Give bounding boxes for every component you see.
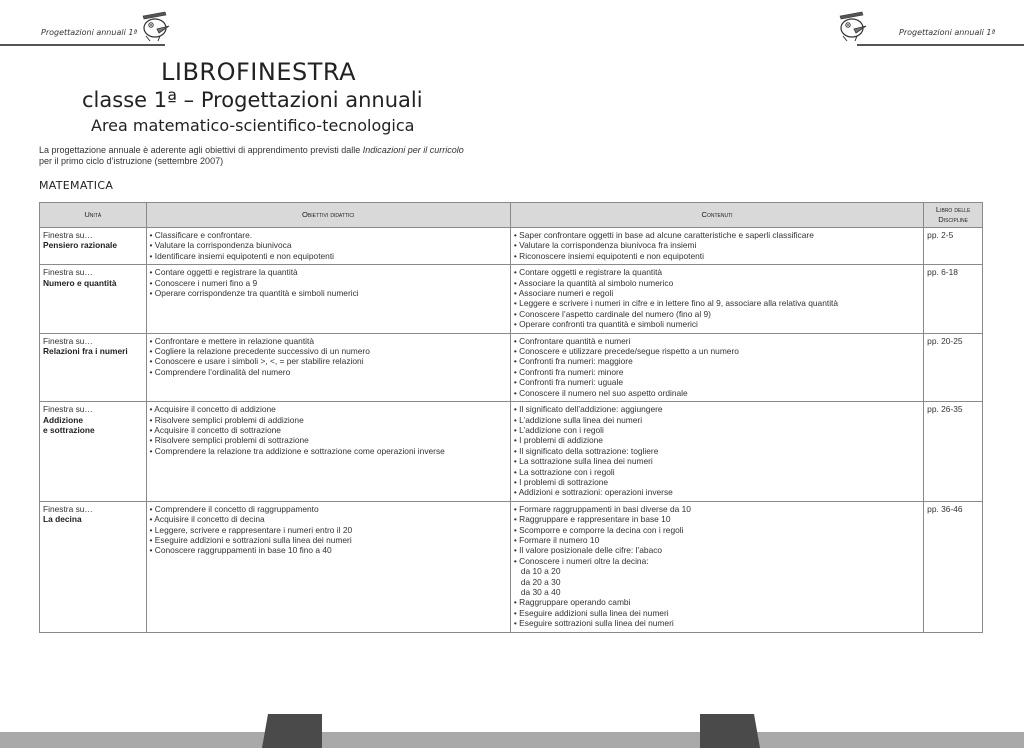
objectives-list <box>150 404 507 456</box>
objective-item: • Acquisire il concetto di decina <box>149 514 265 525</box>
intro-text-before: La progettazione annuale è aderente agli obiettivi di apprendimento previsti dalle <box>39 145 363 155</box>
content-item: • Conoscere il numero nel suo aspetto ordinale <box>513 387 688 398</box>
content-item: da 20 a 30 <box>513 576 561 587</box>
content-item: • Addizioni e sottrazioni: operazioni inverse <box>513 487 673 498</box>
content-item: • I problemi di sottrazione <box>513 476 609 487</box>
unit-prefix: Finestra su… <box>43 267 93 278</box>
programming-table <box>39 202 983 633</box>
objective-item: • Classificare e confrontare. <box>149 230 253 240</box>
unit-name: Addizione <box>43 414 84 425</box>
objectives-list <box>150 230 507 261</box>
unit-name: Relazioni fra i numeri <box>43 346 128 357</box>
content-item: • L’addizione sulla linea dei numeri <box>513 414 643 425</box>
objectives-cell <box>146 333 510 401</box>
content-item: • Raggruppare e rappresentare in base 10 <box>513 514 671 525</box>
mascot-icon <box>137 8 173 44</box>
intro-paragraph <box>39 145 509 167</box>
intro-text-after: per il primo ciclo d’istruzione (settembre 2007) <box>39 156 224 166</box>
page-subtitle: classe 1ª – Progettazioni annuali <box>82 88 423 112</box>
content-item: • Formare raggruppamenti in basi diverse da 10 <box>513 503 691 514</box>
book-pages-cell: pp. 26-35 <box>924 402 983 502</box>
content-item: • Scomporre e comporre la decina con i regoli <box>513 524 684 535</box>
contents-cell <box>510 501 923 632</box>
header-contents: Contenuti <box>510 203 923 228</box>
header-left-text: Progettazioni annuali 1ª <box>41 28 138 37</box>
content-item: • Confrontare quantità e numeri <box>513 335 631 346</box>
content-item: da 10 a 20 <box>513 566 561 577</box>
content-item: • Contare oggetti e registrare la quantità <box>513 267 663 278</box>
content-item: • Saper confrontare oggetti in base ad alcune caratteristiche e saperli classificare <box>513 230 814 240</box>
table-row <box>40 402 983 502</box>
content-item: • Associare numeri e regoli <box>513 288 614 299</box>
objective-item: • Comprendere il concetto di raggruppamento <box>149 503 319 514</box>
unit-prefix: Finestra su… <box>43 503 93 514</box>
unit-prefix: Finestra su… <box>43 230 93 240</box>
contents-list <box>514 230 920 261</box>
contents-cell <box>510 265 923 333</box>
contents-cell <box>510 402 923 502</box>
unit-cell <box>40 265 147 333</box>
footer-tab-left <box>262 714 322 748</box>
objective-item: • Leggere, scrivere e rappresentare i numeri entro il 20 <box>149 524 353 535</box>
unit-cell <box>40 501 147 632</box>
objectives-cell <box>146 501 510 632</box>
objective-item: • Risolvere semplici problemi di addizione <box>149 414 304 425</box>
contents-cell <box>510 228 923 265</box>
table-row <box>40 265 983 333</box>
contents-list <box>514 267 920 329</box>
objective-item: • Contare oggetti e registrare la quantità <box>149 267 298 278</box>
objective-item: • Conoscere raggruppamenti in base 10 fino a 40 <box>149 545 332 556</box>
objectives-cell <box>146 265 510 333</box>
table-body <box>40 228 983 633</box>
book-pages-cell: pp. 36-46 <box>924 501 983 632</box>
objective-item: • Valutare la corrispondenza biunivoca <box>149 240 292 251</box>
content-item: • Confronti fra numeri: maggiore <box>513 356 633 367</box>
content-item: • Leggere e scrivere i numeri in cifre e in lettere fino al 9, associare alla relativa quantità <box>513 298 839 309</box>
unit-cell <box>40 333 147 401</box>
book-pages-cell: pp. 2-5 <box>924 228 983 265</box>
content-item: • Valutare la corrispondenza biunivoca fra insiemi <box>513 240 697 251</box>
contents-list <box>514 404 920 498</box>
header-divider-right <box>857 44 1024 46</box>
unit-cell <box>40 228 147 265</box>
content-item: • L’addizione con i regoli <box>513 424 604 435</box>
mascot-icon <box>834 8 870 44</box>
content-item: • Raggruppare operando cambi <box>513 597 631 608</box>
unit-name: e sottrazione <box>43 424 95 435</box>
unit-cell <box>40 402 147 502</box>
header-right-text: Progettazioni annuali 1ª <box>899 28 996 37</box>
section-title: MATEMATICA <box>39 179 114 192</box>
content-item: • Associare la quantità al simbolo numerico <box>513 277 674 288</box>
header-objectives: Obiettivi didattici <box>146 203 510 228</box>
content-item: • La sottrazione con i regoli <box>513 466 615 477</box>
unit-name: Pensiero razionale <box>43 240 118 251</box>
page-title: LIBROFINESTRA <box>161 58 356 86</box>
contents-list <box>514 504 920 629</box>
header-book-line1: Libro delle <box>935 205 971 214</box>
content-item: • I problemi di addizione <box>513 435 603 446</box>
content-item: • Operare confronti tra quantità e simboli numerici <box>513 319 698 330</box>
unit-name: La decina <box>43 514 82 525</box>
table-row <box>40 501 983 632</box>
content-item: • Riconoscere insiemi equipotenti e non equipotenti <box>513 250 704 261</box>
objective-item: • Comprendere la relazione tra addizione e sottrazione come operazioni inverse <box>149 445 445 456</box>
contents-cell <box>510 333 923 401</box>
table-header-row <box>40 203 983 228</box>
table-row <box>40 228 983 265</box>
unit-name: Numero e quantità <box>43 277 117 288</box>
table-row <box>40 333 983 401</box>
objectives-cell <box>146 402 510 502</box>
objectives-list <box>150 267 507 298</box>
header-divider-left <box>0 44 165 46</box>
content-item: • La sottrazione sulla linea dei numeri <box>513 456 653 467</box>
content-item: • Confronti fra numeri: uguale <box>513 377 623 388</box>
objective-item: • Identificare insiemi equipotenti e non equipotenti <box>149 250 335 261</box>
objective-item: • Eseguire addizioni e sottrazioni sulla linea dei numeri <box>149 534 352 545</box>
content-item: • Confronti fra numeri: minore <box>513 366 624 377</box>
objectives-list <box>150 504 507 556</box>
content-item: • Conoscere e utilizzare precede/segue rispetto a un numero <box>513 346 739 357</box>
objective-item: • Acquisire il concetto di addizione <box>149 404 276 415</box>
header-book <box>924 203 983 228</box>
content-item: da 30 a 40 <box>513 587 561 597</box>
intro-text-italic: Indicazioni per il curricolo <box>362 145 464 155</box>
content-item: • Il valore posizionale delle cifre: l’abaco <box>513 545 663 556</box>
objectives-list <box>150 336 507 378</box>
header-book-line2: Discipline <box>938 215 968 224</box>
content-item: • Conoscere i numeri oltre la decina: <box>513 555 649 566</box>
book-pages-cell: pp. 6-18 <box>924 265 983 333</box>
footer-bar <box>0 732 1024 748</box>
content-item: • Formare il numero 10 <box>513 534 600 545</box>
objective-item: • Cogliere la relazione precedente successivo di un numero <box>149 346 370 357</box>
area-title: Area matematico-scientifico-tecnologica <box>91 116 415 135</box>
footer-tab-right <box>700 714 760 748</box>
unit-prefix: Finestra su… <box>43 335 93 346</box>
objective-item: • Comprendere l’ordinalità del numero <box>149 366 291 377</box>
header-unit: Unità <box>40 203 147 228</box>
objective-item: • Operare corrispondenze tra quantità e simboli numerici <box>149 288 359 299</box>
content-item: • Conoscere l’aspetto cardinale del numero (fino al 9) <box>513 308 711 319</box>
book-pages-cell: pp. 20-25 <box>924 333 983 401</box>
objective-item: • Conoscere e usare i simboli >, <, = per stabilire relazioni <box>149 356 364 367</box>
objective-item: • Confrontare e mettere in relazione quantità <box>149 335 314 346</box>
objective-item: • Acquisire il concetto di sottrazione <box>149 424 281 435</box>
unit-prefix: Finestra su… <box>43 404 93 415</box>
contents-list <box>514 336 920 398</box>
content-item: • Eseguire sottrazioni sulla linea dei numeri <box>513 618 674 629</box>
objective-item: • Risolvere semplici problemi di sottrazione <box>149 435 309 446</box>
content-item: • Eseguire addizioni sulla linea dei numeri <box>513 607 669 618</box>
objective-item: • Conoscere i numeri fino a 9 <box>149 277 258 288</box>
objectives-cell <box>146 228 510 265</box>
content-item: • Il significato dell’addizione: aggiungere <box>513 404 663 415</box>
content-item: • Il significato della sottrazione: togliere <box>513 445 659 456</box>
